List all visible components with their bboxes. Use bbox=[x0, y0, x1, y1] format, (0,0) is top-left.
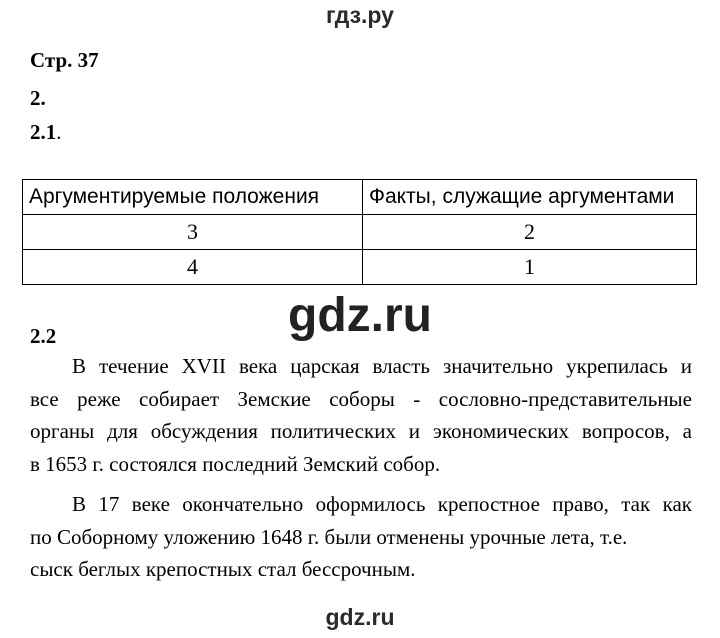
subtask-1-trail: . bbox=[56, 120, 62, 144]
site-footer: gdz.ru bbox=[325, 604, 395, 630]
watermark: gdz.ru bbox=[288, 289, 432, 342]
paragraph-line: сыск беглых крепостных стал бессрочным. bbox=[30, 557, 416, 581]
paragraph-line: в 1653 г. состоялся последний Земский собор. bbox=[30, 451, 441, 476]
subtask-1-heading bbox=[30, 120, 62, 145]
paragraph-1 bbox=[30, 350, 692, 480]
paragraph-line: по Соборному уложению 1648 г. были отменены урочные лета, т.е. bbox=[30, 524, 628, 549]
task-number: 2. bbox=[30, 86, 46, 110]
table-row bbox=[23, 215, 697, 250]
site-header: гдз.ру bbox=[326, 2, 394, 28]
table-header-cell: Аргументируемые положения bbox=[23, 180, 363, 215]
paragraph-2 bbox=[30, 488, 692, 586]
table-cell: 3 bbox=[23, 215, 363, 250]
table-header-cell: Факты, служащие аргументами bbox=[363, 180, 697, 215]
subtask-2-heading: 2.2 bbox=[30, 324, 57, 348]
paragraph-line: В 17 веке окончательно оформилось крепостное право, так как bbox=[72, 492, 692, 516]
page-label: Стр. 37 bbox=[30, 48, 99, 72]
table-cell: 1 bbox=[363, 250, 697, 285]
subtask-1-number: 2.1 bbox=[30, 120, 57, 144]
table-cell: 4 bbox=[23, 250, 363, 285]
table-cell: 2 bbox=[363, 215, 697, 250]
answer-table bbox=[22, 179, 697, 285]
table-row bbox=[23, 250, 697, 285]
paragraph-line: все реже собирает Земские соборы - сословно-представительные bbox=[30, 386, 692, 411]
paragraph-line: В течение XVII века царская власть значительно укрепилась и bbox=[72, 354, 692, 378]
paragraph-line: органы для обсуждения политических и экономических вопросов, а bbox=[30, 419, 692, 443]
table-header-row bbox=[23, 180, 697, 215]
